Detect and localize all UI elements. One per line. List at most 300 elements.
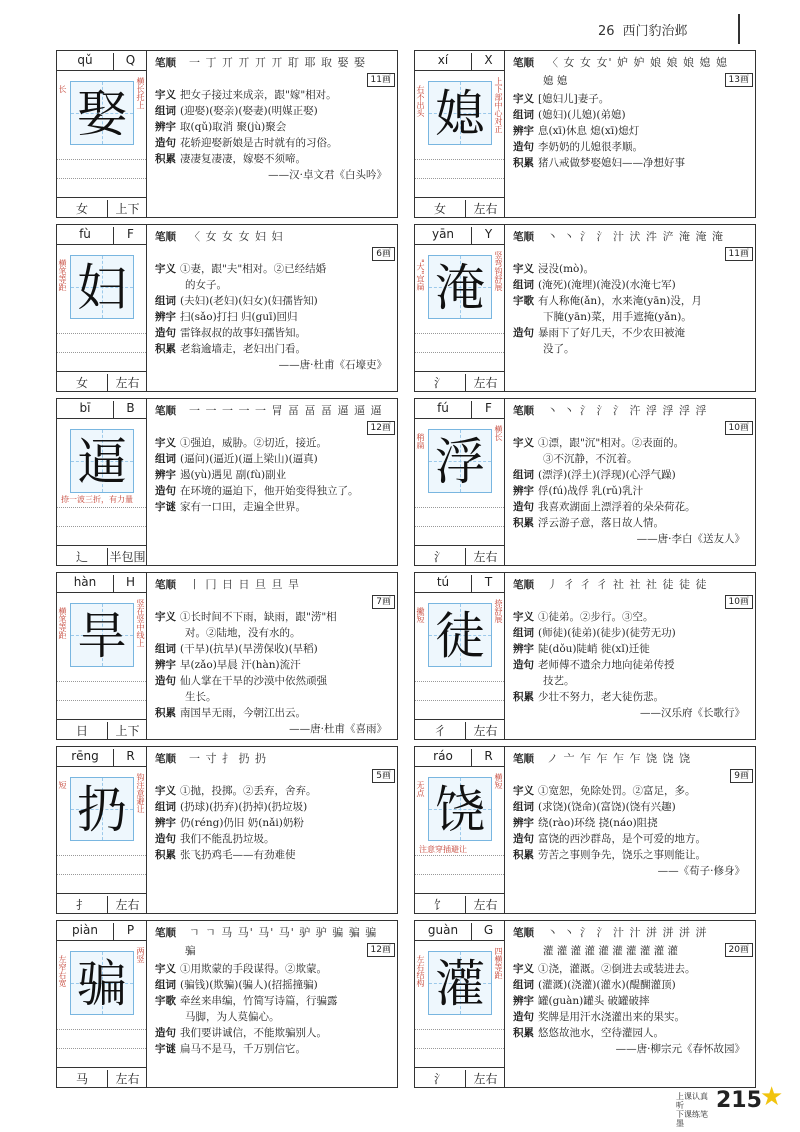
main-character: 媳 (435, 85, 485, 143)
character-panel (415, 225, 505, 391)
entry-key: 辨宇 (513, 485, 534, 497)
entry-text: 奖牌是用汗水浇灌出来的果实。 (538, 1011, 685, 1023)
pinyin-row (57, 921, 146, 941)
pinyin: yān (431, 227, 455, 241)
entry-line (513, 107, 749, 123)
character-panel (415, 921, 505, 1087)
entry-text: (夫妇)(老妇)(妇女)(妇孺皆知) (180, 295, 318, 307)
character-panel (415, 747, 505, 913)
entry-line (513, 783, 749, 799)
stroke-order-row (513, 403, 749, 421)
character-card-骗 (56, 920, 398, 1088)
stroke-order-continued: 灌 灌 灌 灌 灌 灌 灌 灌 灌 灌 (543, 945, 679, 957)
pinyin-row (415, 51, 504, 71)
entry-key: 宇谜 (155, 1043, 176, 1055)
writing-tip: 捺一波三折，有力量 (61, 495, 133, 504)
pinyin-row (57, 573, 146, 593)
stroke-order-label: 笔顺 (513, 753, 534, 765)
entry-key: 造句 (155, 833, 176, 845)
radical: 日 (75, 724, 88, 738)
stroke-order: 丨 冂 日 日 旦 旦 旱 (189, 578, 300, 591)
entry-key: 积累 (155, 153, 176, 165)
entry-line (155, 609, 391, 625)
character-card-逼 (56, 398, 398, 566)
entry-line (513, 325, 749, 341)
entry-key: 造句 (155, 1027, 176, 1039)
entry-line (155, 277, 391, 293)
entry-text: 家有一口田，走遍全世界。 (180, 501, 306, 513)
character-info (149, 399, 397, 565)
pinyin: piàn (72, 923, 98, 937)
structure: 左右 (465, 896, 505, 914)
page-footer (676, 1082, 786, 1128)
stroke-order: 一 丁 丌 丌 丌 丌 耵 耶 取 娶 娶 (189, 56, 366, 69)
pinyin-row (57, 225, 146, 245)
entry-line (155, 641, 391, 657)
entry-text: 花轿迎娶新娘是古时就有的习俗。 (180, 137, 338, 149)
stroke-count: 10画 (725, 595, 753, 609)
entry-text: 下腌(yān)菜，用手遮掩(yǎn)。 (543, 311, 692, 323)
tianzi-grid (70, 777, 134, 841)
entry-key: 积累 (513, 157, 534, 169)
character-panel (415, 51, 505, 217)
tianzi-grid (70, 429, 134, 493)
main-character: 骗 (77, 955, 127, 1013)
stroke-count: 7画 (372, 595, 395, 609)
character-info (507, 573, 755, 739)
stroke-order: ノ 亠 乍 乍 乍 乍 饶 饶 饶 (547, 752, 691, 765)
pinyin: tú (436, 575, 450, 589)
entry-line (155, 831, 391, 847)
stroke-count: 12画 (367, 421, 395, 435)
main-character: 扔 (77, 781, 127, 839)
writing-tip: 横笔等距 (58, 259, 67, 291)
character-card-饶 (414, 746, 756, 914)
entry-line (513, 831, 749, 847)
entry-key: 宇义 (513, 93, 534, 105)
character-info (507, 225, 755, 391)
pinyin: bī (79, 401, 91, 415)
writing-tip: 长 (58, 85, 67, 93)
initial-letter: B (113, 401, 147, 419)
character-info (507, 747, 755, 913)
entry-line (155, 309, 391, 325)
entry-text: ③不沉静，不沉着。 (543, 453, 638, 465)
writing-tip: 四横等距 (494, 947, 503, 979)
initial-letter: H (113, 575, 147, 593)
entry-text: 遏(yù)遇见 副(fù)副业 (180, 469, 287, 481)
entry-key: 组词 (155, 979, 176, 991)
entry-line (155, 1041, 391, 1057)
radical-row (415, 371, 504, 391)
entry-key: 组词 (155, 643, 176, 655)
entry-key: 组词 (155, 105, 176, 117)
tianzi-grid (70, 603, 134, 667)
entry-key: 造句 (513, 327, 534, 339)
character-card-淹 (414, 224, 756, 392)
radical: 辶 (75, 550, 88, 564)
stroke-order-row (155, 751, 391, 769)
entry-line (513, 435, 749, 451)
entry-line (513, 499, 749, 515)
stroke-count: 10画 (725, 421, 753, 435)
stroke-order: ㄱ ㄱ 马 马' 马' 马' 驴 驴 骗 骗 骗 (189, 926, 378, 939)
pinyin: guàn (427, 923, 459, 937)
writing-tip: "大"宜扁 (416, 259, 425, 291)
stroke-order-label: 笔顺 (513, 579, 534, 591)
character-info (507, 399, 755, 565)
entry-text: 牵丝来串编，竹简写诗篇，行骗露 (180, 995, 338, 1007)
practice-lines (57, 681, 146, 719)
tianzi-grid (428, 429, 492, 493)
entry-key: 造句 (155, 327, 176, 339)
entry-key: 组词 (513, 627, 534, 639)
lesson-title: 西门豹治邺 (622, 24, 688, 39)
entry-key: 宇义 (155, 437, 176, 449)
character-info (149, 747, 397, 913)
header-divider (738, 14, 740, 44)
stroke-order-label: 笔顺 (155, 927, 176, 939)
entry-source: ——唐·柳宗元《春怀故园》 (615, 1043, 745, 1055)
entry-line (155, 625, 391, 641)
entry-text: 少壮不努力，老大徒伤悲。 (538, 691, 664, 703)
writing-tip: 竖在竖中线上 (136, 599, 145, 647)
footer-motto (676, 1092, 712, 1128)
initial-letter: F (471, 401, 505, 419)
entry-line (155, 103, 391, 119)
entry-text: 技艺。 (543, 675, 575, 687)
entry-text: (骗钱)(欺骗)(骗人)(招摇撞骗) (180, 979, 318, 991)
stroke-count: 12画 (367, 943, 395, 957)
entry-text: ①宽恕，免除处罚。②富足，多。 (538, 785, 696, 797)
entry-line (155, 87, 391, 103)
stroke-order-row (155, 229, 391, 247)
entry-key: 造句 (513, 141, 534, 153)
entry-text: 暴雨下了好几天，不少农田被淹 (538, 327, 685, 339)
entry-key: 造句 (513, 501, 534, 513)
entry-text: [媳妇儿]妻子。 (538, 93, 610, 105)
entry-text: ①强迫，威胁。②切近，接近。 (180, 437, 327, 449)
character-panel (57, 573, 147, 739)
stroke-count: 6画 (372, 247, 395, 261)
entry-line (155, 325, 391, 341)
pinyin: hàn (73, 575, 97, 589)
entry-key: 辨宇 (155, 469, 176, 481)
character-card-娶 (56, 50, 398, 218)
entry-line (155, 119, 391, 135)
main-character: 妇 (77, 259, 127, 317)
entry-key: 积累 (155, 343, 176, 355)
entry-key: 积累 (155, 707, 176, 719)
structure: 左右 (465, 1070, 505, 1088)
entry-text: (干旱)(抗旱)(旱涝保收)(旱稻) (180, 643, 318, 655)
stroke-count: 9画 (730, 769, 753, 783)
radical: 饣 (433, 898, 446, 912)
stroke-order-label: 笔顺 (513, 57, 534, 69)
entry-text: 陡(dǒu)陡峭 徙(xǐ)迁徙 (538, 643, 650, 655)
stroke-order: 丶 丶 氵 氵 汁 汱 汼 浐 淹 淹 淹 (547, 230, 724, 243)
character-panel (415, 573, 505, 739)
entry-line (513, 467, 749, 483)
lesson-number: 26 (598, 24, 615, 39)
structure: 上下 (107, 200, 147, 218)
entry-text: 把女子接过来成亲，跟"嫁"相对。 (180, 89, 337, 101)
structure: 左右 (465, 722, 505, 740)
writing-tip: 撇短 (416, 607, 425, 623)
character-panel (57, 225, 147, 391)
practice-lines (57, 333, 146, 371)
entry-key: 组词 (513, 109, 534, 121)
radical: 彳 (433, 724, 446, 738)
character-card-浮 (414, 398, 756, 566)
entry-line (155, 341, 391, 357)
entry-key: 造句 (155, 675, 176, 687)
entry-key: 宇谜 (155, 501, 176, 513)
writing-tip: 竖弯钩舒展 (494, 251, 503, 291)
pinyin-row (57, 747, 146, 767)
entry-text: (灌溉)(浇灌)(灌水)(醍醐灌顶) (538, 979, 676, 991)
entry-line (513, 515, 749, 531)
radical: 女 (75, 202, 88, 216)
radical: 氵 (433, 550, 446, 564)
radical: 女 (433, 202, 446, 216)
entry-key: 积累 (513, 691, 534, 703)
initial-letter: G (471, 923, 505, 941)
stroke-order-label: 笔顺 (155, 405, 176, 417)
entry-line (155, 293, 391, 309)
entry-text: 马脚，为人莫偏心。 (185, 1011, 280, 1023)
pinyin-row (415, 399, 504, 419)
initial-letter: R (471, 749, 505, 767)
radical-row (415, 1067, 504, 1087)
entry-line (155, 847, 391, 863)
writing-tip: 稍扁 (416, 433, 425, 449)
tianzi-grid (70, 81, 134, 145)
entry-text: 南国旱无雨，今朝江出云。 (180, 707, 306, 719)
entry-key: 宇歌 (513, 295, 534, 307)
entry-text: 生长。 (185, 691, 217, 703)
character-panel (57, 921, 147, 1087)
entry-text: ①长时间不下雨，缺雨，跟"涝"相 (180, 611, 337, 623)
initial-letter: Y (471, 227, 505, 245)
main-character: 浮 (435, 433, 485, 491)
radical: 女 (75, 376, 88, 390)
entry-key: 造句 (513, 833, 534, 845)
entry-line (155, 961, 391, 977)
entry-line (155, 483, 391, 499)
radical-row (57, 719, 146, 739)
entry-line (513, 451, 749, 467)
main-character: 徒 (435, 607, 485, 665)
tianzi-grid (70, 255, 134, 319)
stroke-order-row (155, 403, 391, 421)
character-info (149, 225, 397, 391)
tianzi-grid (70, 951, 134, 1015)
radical-row (57, 893, 146, 913)
entry-key: 造句 (155, 485, 176, 497)
entry-line (513, 977, 749, 993)
character-info (507, 921, 755, 1087)
tianzi-grid (428, 81, 492, 145)
entry-line (155, 451, 391, 467)
stroke-order: 〈 女 女 女 妇 妇 (189, 230, 284, 243)
entry-line (513, 483, 749, 499)
entry-text: 老翁逾墙走，老妇出门看。 (180, 343, 306, 355)
character-info (149, 573, 397, 739)
stroke-order-continued: 骗 (185, 945, 196, 957)
writing-tip: 左右结构 (416, 955, 425, 987)
entry-line (513, 641, 749, 657)
entry-text: 罐(guàn)罐头 破罐破摔 (538, 995, 650, 1007)
structure: 左右 (465, 548, 505, 566)
entry-key: 组词 (513, 979, 534, 991)
entry-line (513, 91, 749, 107)
main-character: 娶 (77, 85, 127, 143)
character-info (149, 921, 397, 1087)
stroke-order-row (155, 55, 391, 73)
lesson-heading (598, 20, 696, 39)
structure: 左右 (465, 374, 505, 392)
initial-letter: Q (113, 53, 147, 71)
pinyin-row (415, 225, 504, 245)
writing-tip: 钩注意避让 (136, 773, 145, 813)
entry-line (513, 277, 749, 293)
pinyin-row (415, 921, 504, 941)
entry-line (155, 993, 391, 1009)
practice-lines (415, 855, 504, 893)
entry-key: 宇歌 (155, 995, 176, 1007)
main-character: 旱 (77, 607, 127, 665)
radical-row (57, 545, 146, 565)
entry-line (513, 847, 749, 863)
radical-row (415, 893, 504, 913)
character-card-grid (56, 50, 756, 1090)
entry-key: 辨宇 (513, 995, 534, 1007)
structure: 左右 (107, 896, 147, 914)
entry-key: 积累 (513, 517, 534, 529)
entry-text: 悠悠故池水，空待灌园人。 (538, 1027, 664, 1039)
entry-line (513, 689, 749, 705)
entry-text: 老师傅不遗余力地向徒弟传授 (538, 659, 675, 671)
entry-line (155, 435, 391, 451)
entry-line (513, 341, 749, 357)
practice-lines (57, 507, 146, 545)
tianzi-grid (428, 951, 492, 1015)
entry-line (155, 261, 391, 277)
entry-line (513, 1009, 749, 1025)
entry-line (155, 815, 391, 831)
radical: 马 (75, 1072, 88, 1086)
entry-text: ①徒弟。②步行。③空。 (538, 611, 654, 623)
entry-key: 组词 (513, 801, 534, 813)
stroke-count: 11画 (725, 247, 753, 261)
practice-lines (57, 855, 146, 893)
entry-text: 的女子。 (185, 279, 227, 291)
entry-key: 辨宇 (513, 817, 534, 829)
stroke-order-row (513, 55, 749, 73)
entry-line (155, 1025, 391, 1041)
structure: 上下 (107, 722, 147, 740)
structure: 半包围 (107, 548, 147, 566)
pinyin: fú (437, 401, 449, 415)
writing-tip: 注意穿插避让 (419, 845, 467, 854)
initial-letter: P (113, 923, 147, 941)
entry-key: 组词 (155, 295, 176, 307)
pinyin: ráo (433, 749, 453, 763)
stroke-order-label: 笔顺 (513, 405, 534, 417)
entry-key: 组词 (155, 801, 176, 813)
entry-source: ——汉·卓文君《白头吟》 (268, 169, 387, 181)
stroke-order-label: 笔顺 (513, 927, 534, 939)
stroke-count: 20画 (725, 943, 753, 957)
entry-line (513, 799, 749, 815)
initial-letter: T (471, 575, 505, 593)
initial-letter: X (471, 53, 505, 71)
stroke-order: 丿 彳 彳 彳 社 社 社 徒 徒 徒 (547, 578, 708, 591)
entry-text: 雷锋叔叔的故事妇孺皆知。 (180, 327, 306, 339)
entry-line (513, 261, 749, 277)
entry-text: 早(zǎo)早晨 汗(hàn)流汗 (180, 659, 301, 671)
radical: 氵 (433, 1072, 446, 1086)
entry-line (513, 609, 749, 625)
entry-key: 辨宇 (155, 817, 176, 829)
radical-row (415, 719, 504, 739)
pinyin: xí (437, 53, 449, 67)
writing-tip: 上下部中心对正 (494, 77, 503, 133)
entry-text: 绕(rào)环绕 挠(náo)阻挠 (538, 817, 658, 829)
entry-text: 仙人掌在干旱的沙漠中依然顽强 (180, 675, 327, 687)
structure: 左右 (465, 200, 505, 218)
entry-text: 息(xī)休息 熄(xī)熄灯 (538, 125, 640, 137)
character-panel (57, 51, 147, 217)
character-card-扔 (56, 746, 398, 914)
tianzi-grid (428, 777, 492, 841)
entry-line (513, 993, 749, 1009)
writing-tip: 横长 (494, 425, 503, 441)
writing-tip: 短 (58, 781, 67, 789)
radical: 扌 (75, 898, 88, 912)
entry-text: 我们要讲诚信，不能欺骗别人。 (180, 1027, 327, 1039)
entry-key: 宇义 (513, 611, 534, 623)
pinyin-row (415, 573, 504, 593)
character-card-媳 (414, 50, 756, 218)
initial-letter: R (113, 749, 147, 767)
entry-text: ①抛，投掷。②丢弃，舍弃。 (180, 785, 317, 797)
entry-text: ①妻，跟"夫"相对。②已经结婚 (180, 263, 327, 275)
practice-lines (415, 681, 504, 719)
writing-tip: 捺舒展 (494, 599, 503, 623)
entry-line (513, 293, 749, 309)
entry-line (155, 467, 391, 483)
entry-line (155, 689, 391, 705)
writing-tip: 无点 (416, 781, 425, 797)
entry-key: 辨宇 (155, 121, 176, 133)
radical-row (415, 197, 504, 217)
entry-text: (师徒)(徒弟)(徒步)(徒劳无功) (538, 627, 676, 639)
entry-key: 造句 (513, 1011, 534, 1023)
stroke-count: 13画 (725, 73, 753, 87)
entry-line (155, 135, 391, 151)
radical-row (57, 197, 146, 217)
entry-key: 宇义 (513, 437, 534, 449)
entry-text: (媳妇)(儿媳)(弟媳) (538, 109, 626, 121)
writing-tip: 横长托上 (136, 77, 145, 109)
entry-key: 宇义 (513, 963, 534, 975)
entry-source: ——《荀子·修身》 (657, 865, 745, 877)
pinyin-row (57, 51, 146, 71)
entry-source: ——唐·李白《送友人》 (636, 533, 745, 545)
entry-text: ①浇，灌溉。②倒进去或装进去。 (538, 963, 696, 975)
